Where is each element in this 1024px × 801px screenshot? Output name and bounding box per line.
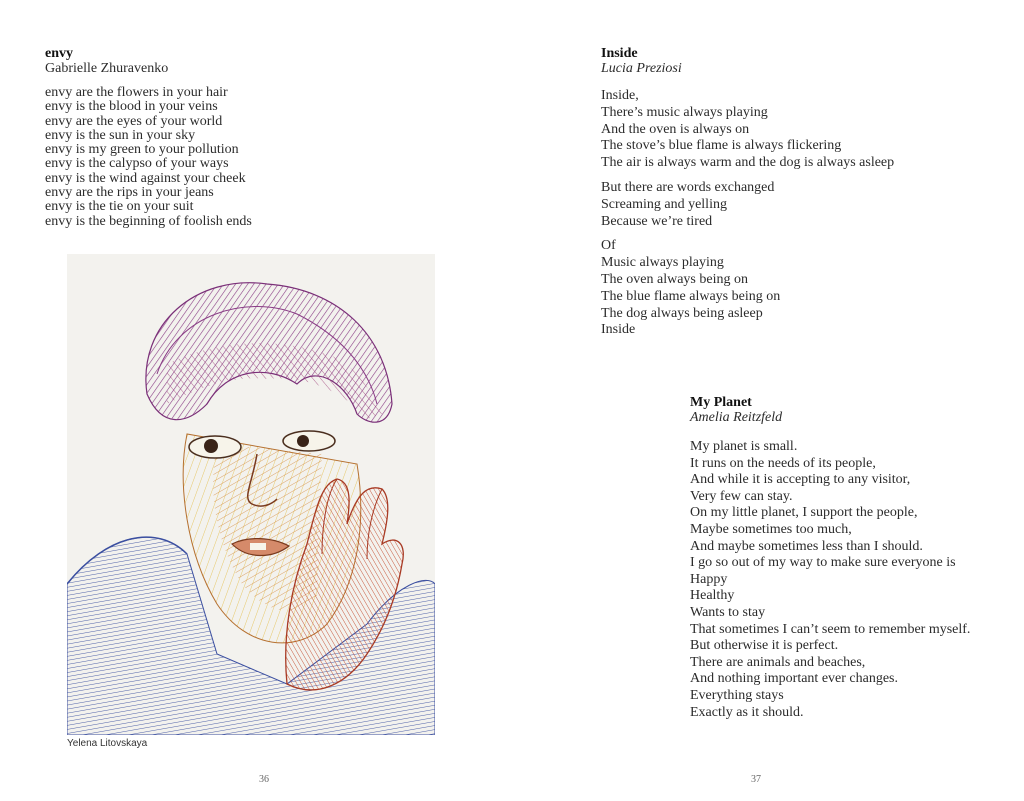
poem-inside bbox=[601, 46, 894, 339]
poem-line: Everything stays bbox=[690, 687, 784, 703]
poem-my-planet bbox=[690, 395, 970, 721]
poem-line: And while it is accepting to any visitor, bbox=[690, 472, 911, 488]
poem-line: envy are the flowers in your hair bbox=[45, 85, 228, 100]
poem-line: Music always playing bbox=[601, 255, 724, 271]
poem-body bbox=[45, 86, 252, 229]
portrait-artwork bbox=[67, 254, 435, 735]
poem-line: Very few can stay. bbox=[690, 488, 793, 504]
poem-stanza bbox=[601, 88, 894, 172]
poem-line: Because we’re tired bbox=[601, 213, 713, 229]
right-page bbox=[512, 0, 1024, 801]
page-number: 36 bbox=[259, 774, 269, 785]
poem-line: Screaming and yelling bbox=[601, 196, 727, 212]
poem-line: There are animals and beaches, bbox=[690, 654, 866, 670]
poem-author: Lucia Preziosi bbox=[601, 61, 682, 76]
portrait-drawing-icon bbox=[67, 254, 435, 735]
poem-line: envy is the sun in your sky bbox=[45, 127, 196, 143]
poem-line: The air is always warm and the dog is always asleep bbox=[601, 155, 895, 171]
poem-line: Wants to stay bbox=[690, 604, 766, 620]
poem-line: And nothing important ever changes. bbox=[690, 671, 899, 687]
poem-line: I go so out of my way to make sure everyone is bbox=[690, 555, 956, 571]
poem-line: The dog always being asleep bbox=[601, 305, 763, 321]
poem-line: Maybe sometimes too much, bbox=[690, 521, 852, 537]
poem-body bbox=[601, 88, 894, 339]
poem-line: envy are the rips in your jeans bbox=[45, 185, 214, 201]
poem-title: envy bbox=[45, 46, 73, 61]
poem-line: envy is the blood in your veins bbox=[45, 99, 218, 115]
poem-line: envy is the wind against your cheek bbox=[45, 170, 246, 186]
poem-line: Healthy bbox=[690, 588, 735, 604]
poem-line: Inside, bbox=[601, 88, 639, 103]
poem-envy bbox=[45, 46, 252, 229]
poem-line: Inside bbox=[601, 322, 636, 338]
poem-title: My Planet bbox=[690, 395, 752, 410]
poem-line: envy are the eyes of your world bbox=[45, 113, 223, 129]
artwork-credit: Yelena Litovskaya bbox=[67, 738, 148, 749]
poem-line: envy is the calypso of your ways bbox=[45, 156, 229, 172]
poem-line: And maybe sometimes less than I should. bbox=[690, 538, 923, 554]
poem-line: But there are words exchanged bbox=[601, 179, 775, 195]
poem-line: envy is the tie on your suit bbox=[45, 199, 194, 215]
poem-line: Exactly as it should. bbox=[690, 704, 804, 720]
poem-line: The oven always being on bbox=[601, 271, 748, 287]
poem-body bbox=[690, 439, 970, 721]
poem-line: On my little planet, I support the people, bbox=[690, 505, 918, 521]
poem-line: envy is my green to your pollution bbox=[45, 142, 239, 158]
poem-author: Gabrielle Zhuravenko bbox=[45, 61, 169, 76]
poem-line: The stove’s blue flame is always flickering bbox=[601, 138, 842, 154]
poem-author: Amelia Reitzfeld bbox=[690, 410, 783, 425]
poem-line: There’s music always playing bbox=[601, 104, 768, 120]
page-number: 37 bbox=[751, 774, 761, 785]
poem-line: The blue flame always being on bbox=[601, 288, 781, 304]
poem-title: Inside bbox=[601, 46, 638, 61]
poem-line: But otherwise it is perfect. bbox=[690, 638, 839, 654]
poem-line: And the oven is always on bbox=[601, 121, 750, 137]
poem-stanza bbox=[601, 180, 894, 230]
poem-line: My planet is small. bbox=[690, 439, 798, 454]
poem-line: Happy bbox=[690, 571, 728, 587]
poem-stanza bbox=[601, 238, 894, 339]
poem-line: envy is the beginning of foolish ends bbox=[45, 213, 252, 229]
poem-line: That sometimes I can’t seem to remember myself. bbox=[690, 621, 971, 637]
poem-line: Of bbox=[601, 238, 616, 254]
poem-line: It runs on the needs of its people, bbox=[690, 455, 876, 471]
